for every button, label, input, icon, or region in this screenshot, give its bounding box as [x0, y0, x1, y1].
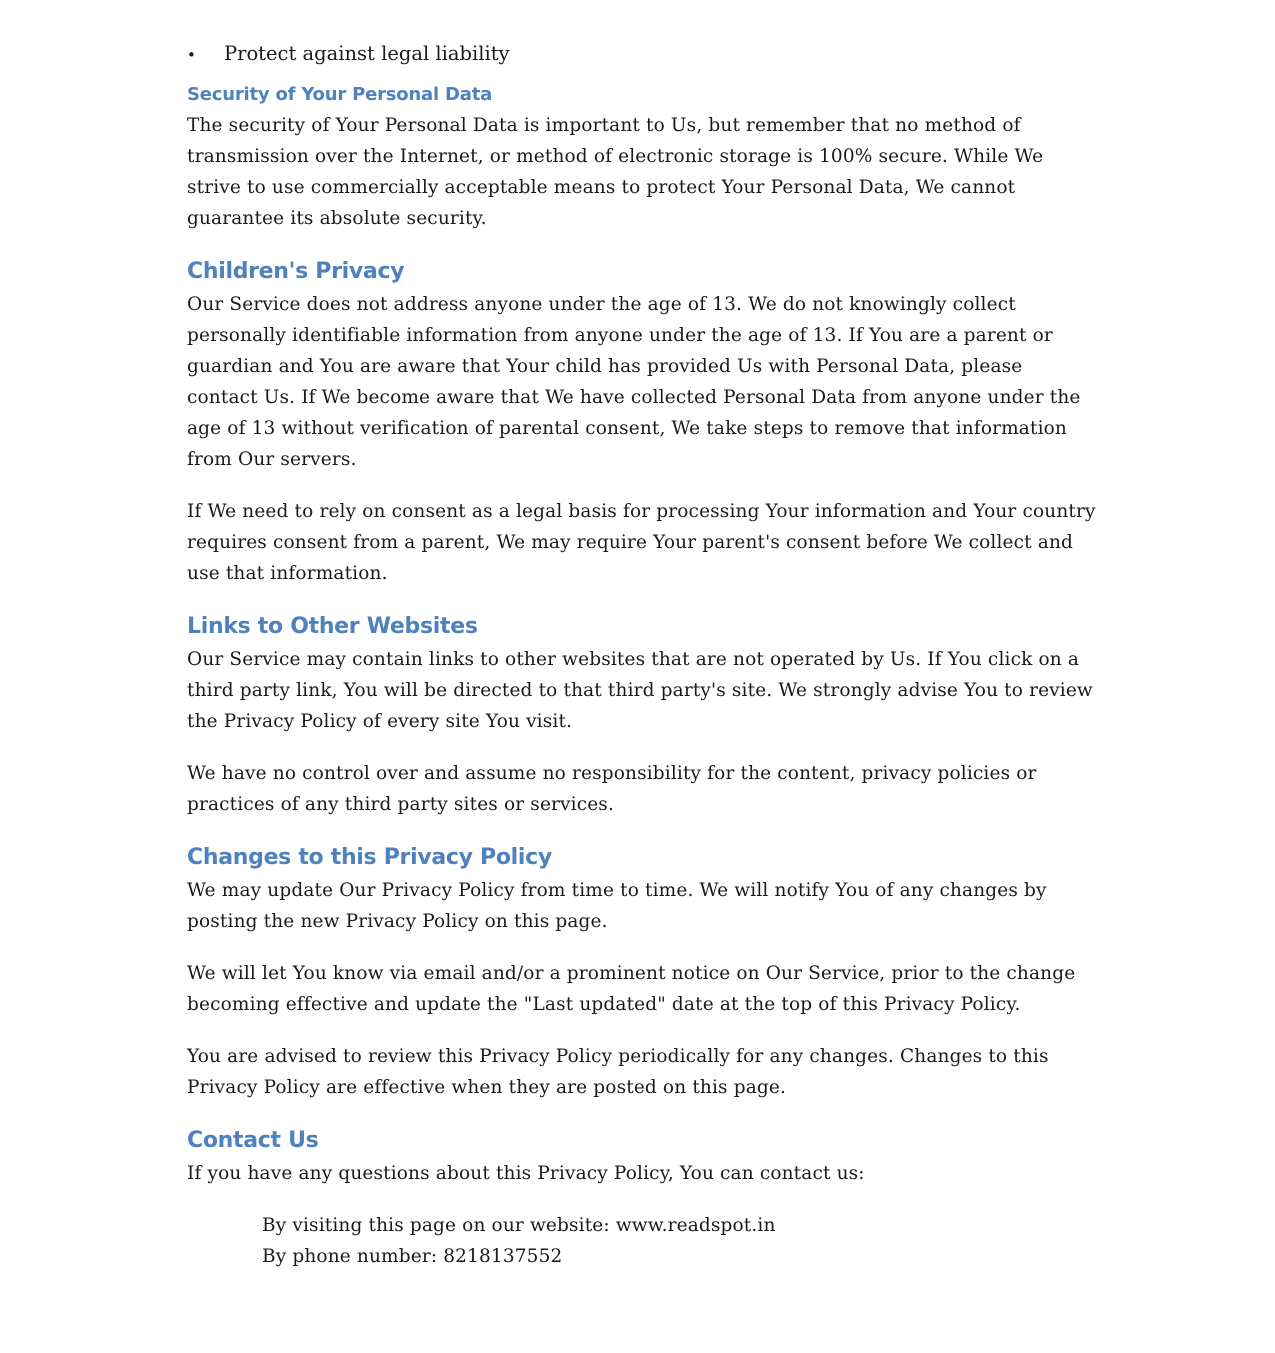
bullet-text: Protect against legal liability [224, 42, 510, 65]
section-links [187, 610, 1097, 820]
changes-paragraph-3: You are advised to review this Privacy Policy periodically for any changes. Changes to this Privacy Policy are effective when they are posted on this page. [187, 1046, 1049, 1098]
contact-heading: Contact Us [187, 1128, 319, 1153]
changes-paragraph-2: We will let You know via email and/or a prominent notice on Our Service, prior to the change becoming effective and update the "Last updated" date at the top of this Privacy Policy. [187, 963, 1076, 1015]
children-privacy-heading: Children's Privacy [187, 259, 405, 284]
contact-intro: If you have any questions about this Privacy Policy, You can contact us: [187, 1163, 865, 1184]
contact-list [262, 1210, 1097, 1272]
security-heading: Security of Your Personal Data [187, 84, 493, 105]
children-paragraph-1: Our Service does not address anyone under the age of 13. We do not knowingly collect personally identifiable information from anyone under the age of 13. If You are a parent or guardian and You are aware that Your child has provided Us with Personal Data, please contact Us. If We become aware that We have collected Personal Data from anyone under the age of 13 without verification of parental consent, We take steps to remove that information from Our servers. [187, 294, 1081, 470]
bullet-icon: • [187, 46, 196, 64]
contact-phone[interactable]: By phone number: 8218137552 [262, 1246, 563, 1267]
security-paragraph-1: The security of Your Personal Data is important to Us, but remember that no method of transmission over the Internet, or method of electronic storage is 100% secure. While We strive to use commercially acceptable means to protect Your Personal Data, We cannot guarantee its absolute security. [187, 115, 1044, 229]
document-page [187, 38, 1097, 1272]
changes-paragraph-1: We may update Our Privacy Policy from time to time. We will notify You of any changes by posting the new Privacy Policy on this page. [187, 880, 1047, 932]
changes-heading: Changes to this Privacy Policy [187, 845, 552, 870]
section-changes [187, 841, 1097, 1103]
links-paragraph-1: Our Service may contain links to other websites that are not operated by Us. If You click on a third party link, You will be directed to that third party's site. We strongly advise You to review the Privacy Policy of every site You visit. [187, 649, 1093, 732]
children-paragraph-2: If We need to rely on consent as a legal basis for processing Your information and Your country requires consent from a parent, We may require Your parent's consent before We collect and use that information. [187, 501, 1096, 584]
section-children-privacy [187, 255, 1097, 589]
section-security [187, 80, 1097, 234]
contact-website[interactable]: By visiting this page on our website: www.readspot.in [262, 1215, 776, 1236]
bullet-item [187, 38, 1097, 71]
links-paragraph-2: We have no control over and assume no responsibility for the content, privacy policies or practices of any third party sites or services. [187, 763, 1037, 815]
links-heading: Links to Other Websites [187, 614, 478, 639]
section-contact [187, 1124, 1097, 1272]
